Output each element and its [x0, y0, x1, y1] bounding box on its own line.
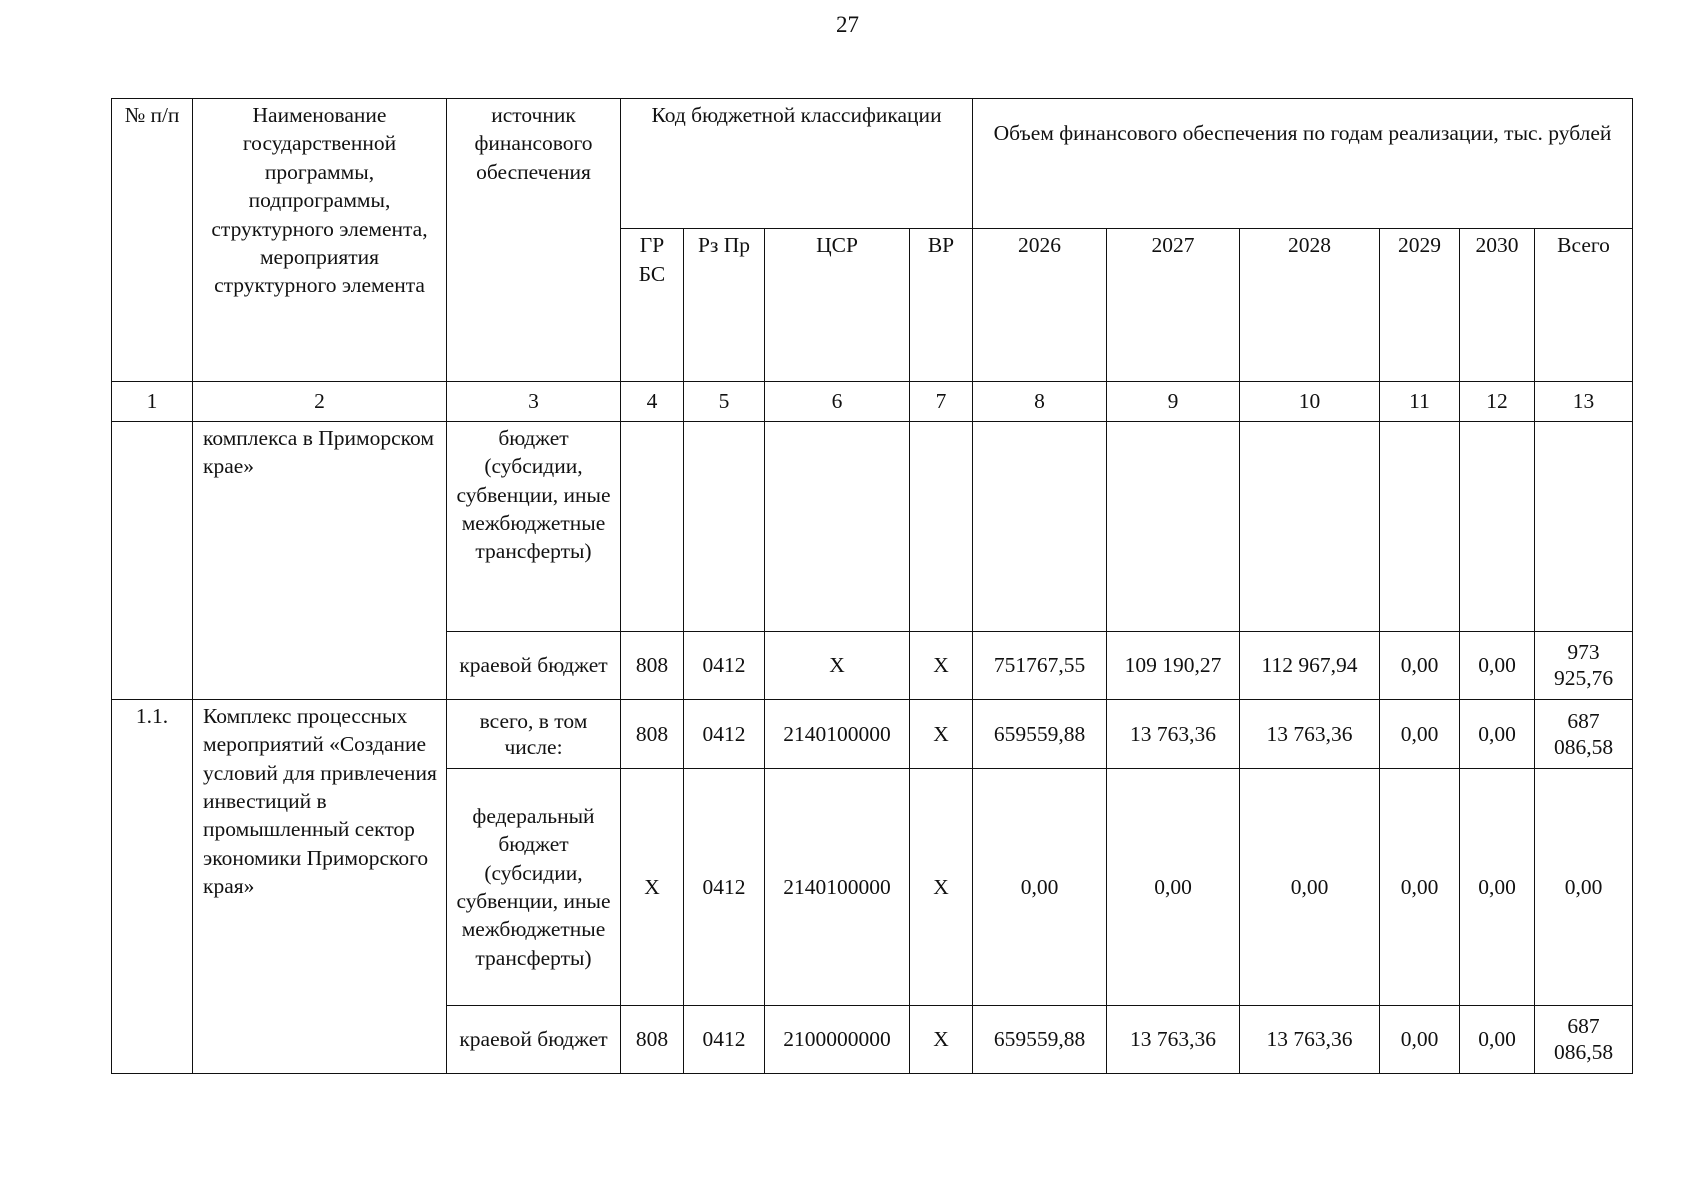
- row-num: 1.1.: [112, 699, 193, 1073]
- cell-2028: [1240, 421, 1380, 631]
- column-number: 5: [684, 381, 765, 421]
- cell-2027: 13 763,36: [1107, 1005, 1240, 1073]
- cell-rzpr: 0412: [684, 769, 765, 1006]
- cell-csr: 2140100000: [765, 769, 910, 1006]
- row-source: краевой бюджет: [447, 1005, 621, 1073]
- row-name: Комплекс процессных мероприятий «Создание условий для привлечения инвестиций в промышленный сектор экономики Приморского края»: [193, 699, 447, 1073]
- column-number: 13: [1535, 381, 1633, 421]
- row-source: всего, в том числе:: [447, 699, 621, 768]
- column-number: 6: [765, 381, 910, 421]
- cell-rzpr: 0412: [684, 699, 765, 768]
- cell-csr: X: [765, 631, 910, 699]
- table-row: [112, 699, 1633, 768]
- cell-rzpr: 0412: [684, 631, 765, 699]
- header-csr: ЦСР: [765, 229, 910, 381]
- cell-2026: 659559,88: [973, 699, 1107, 768]
- cell-csr: 2100000000: [765, 1005, 910, 1073]
- column-number: 1: [112, 381, 193, 421]
- cell-2029: 0,00: [1380, 1005, 1460, 1073]
- header-code-group: Код бюджетной классификации: [621, 99, 973, 229]
- cell-2030: [1460, 421, 1535, 631]
- header-rzpr: Рз Пр: [684, 229, 765, 381]
- header-total: Всего: [1535, 229, 1633, 381]
- header-year-2029: 2029: [1380, 229, 1460, 381]
- header-year-2030: 2030: [1460, 229, 1535, 381]
- row-source: бюджет (субсидии, субвенции, иные межбюджетные трансферты): [447, 421, 621, 631]
- cell-2030: 0,00: [1460, 769, 1535, 1006]
- page-number: 27: [836, 12, 859, 37]
- cell-2026: [973, 421, 1107, 631]
- cell-2028: 112 967,94: [1240, 631, 1380, 699]
- row-source: краевой бюджет: [447, 631, 621, 699]
- column-number: 8: [973, 381, 1107, 421]
- cell-2028: 13 763,36: [1240, 699, 1380, 768]
- cell-rzpr: 0412: [684, 1005, 765, 1073]
- table-row: [112, 421, 1633, 631]
- column-number: 4: [621, 381, 684, 421]
- header-grbs: ГР БС: [621, 229, 684, 381]
- cell-2029: 0,00: [1380, 769, 1460, 1006]
- cell-2028: 13 763,36: [1240, 1005, 1380, 1073]
- cell-2026: 659559,88: [973, 1005, 1107, 1073]
- cell-total: 973 925,76: [1535, 631, 1633, 699]
- cell-2027: 13 763,36: [1107, 699, 1240, 768]
- cell-2027: 0,00: [1107, 769, 1240, 1006]
- cell-total: 687 086,58: [1535, 699, 1633, 768]
- column-number: 12: [1460, 381, 1535, 421]
- cell-total: 687 086,58: [1535, 1005, 1633, 1073]
- header-vr: ВР: [910, 229, 973, 381]
- header-name: Наименование государственной программы, подпрограммы, структурного элемента, мероприятия структурного элемента: [193, 99, 447, 382]
- cell-total: [1535, 421, 1633, 631]
- cell-vr: X: [910, 699, 973, 768]
- header-row-1: [112, 99, 1633, 229]
- header-year-2027: 2027: [1107, 229, 1240, 381]
- cell-csr: [765, 421, 910, 631]
- cell-2026: 751767,55: [973, 631, 1107, 699]
- cell-2029: 0,00: [1380, 631, 1460, 699]
- header-year-2026: 2026: [973, 229, 1107, 381]
- cell-vr: X: [910, 1005, 973, 1073]
- row-num: [112, 421, 193, 699]
- budget-table: [111, 98, 1633, 1074]
- header-num: № п/п: [112, 99, 193, 382]
- cell-2028: 0,00: [1240, 769, 1380, 1006]
- column-number: 9: [1107, 381, 1240, 421]
- cell-grbs: 808: [621, 631, 684, 699]
- cell-vr: X: [910, 631, 973, 699]
- cell-2026: 0,00: [973, 769, 1107, 1006]
- cell-total: 0,00: [1535, 769, 1633, 1006]
- column-number: 2: [193, 381, 447, 421]
- cell-vr: [910, 421, 973, 631]
- cell-2029: 0,00: [1380, 699, 1460, 768]
- column-numbers-row: [112, 381, 1633, 421]
- cell-grbs: [621, 421, 684, 631]
- column-number: 3: [447, 381, 621, 421]
- header-volume-group: Объем финансового обеспечения по годам реализации, тыс. рублей: [973, 99, 1633, 229]
- column-number: 10: [1240, 381, 1380, 421]
- cell-2030: 0,00: [1460, 631, 1535, 699]
- cell-csr: 2140100000: [765, 699, 910, 768]
- cell-2029: [1380, 421, 1460, 631]
- column-number: 11: [1380, 381, 1460, 421]
- cell-grbs: X: [621, 769, 684, 1006]
- cell-rzpr: [684, 421, 765, 631]
- cell-2027: 109 190,27: [1107, 631, 1240, 699]
- cell-vr: X: [910, 769, 973, 1006]
- row-source: федеральный бюджет (субсидии, субвенции, иные межбюджетные трансферты): [447, 769, 621, 1006]
- cell-grbs: 808: [621, 699, 684, 768]
- column-number: 7: [910, 381, 973, 421]
- header-source: источник финансового обеспечения: [447, 99, 621, 382]
- cell-2027: [1107, 421, 1240, 631]
- cell-2030: 0,00: [1460, 699, 1535, 768]
- cell-grbs: 808: [621, 1005, 684, 1073]
- header-year-2028: 2028: [1240, 229, 1380, 381]
- cell-2030: 0,00: [1460, 1005, 1535, 1073]
- row-name: комплекса в Приморском крае»: [193, 421, 447, 699]
